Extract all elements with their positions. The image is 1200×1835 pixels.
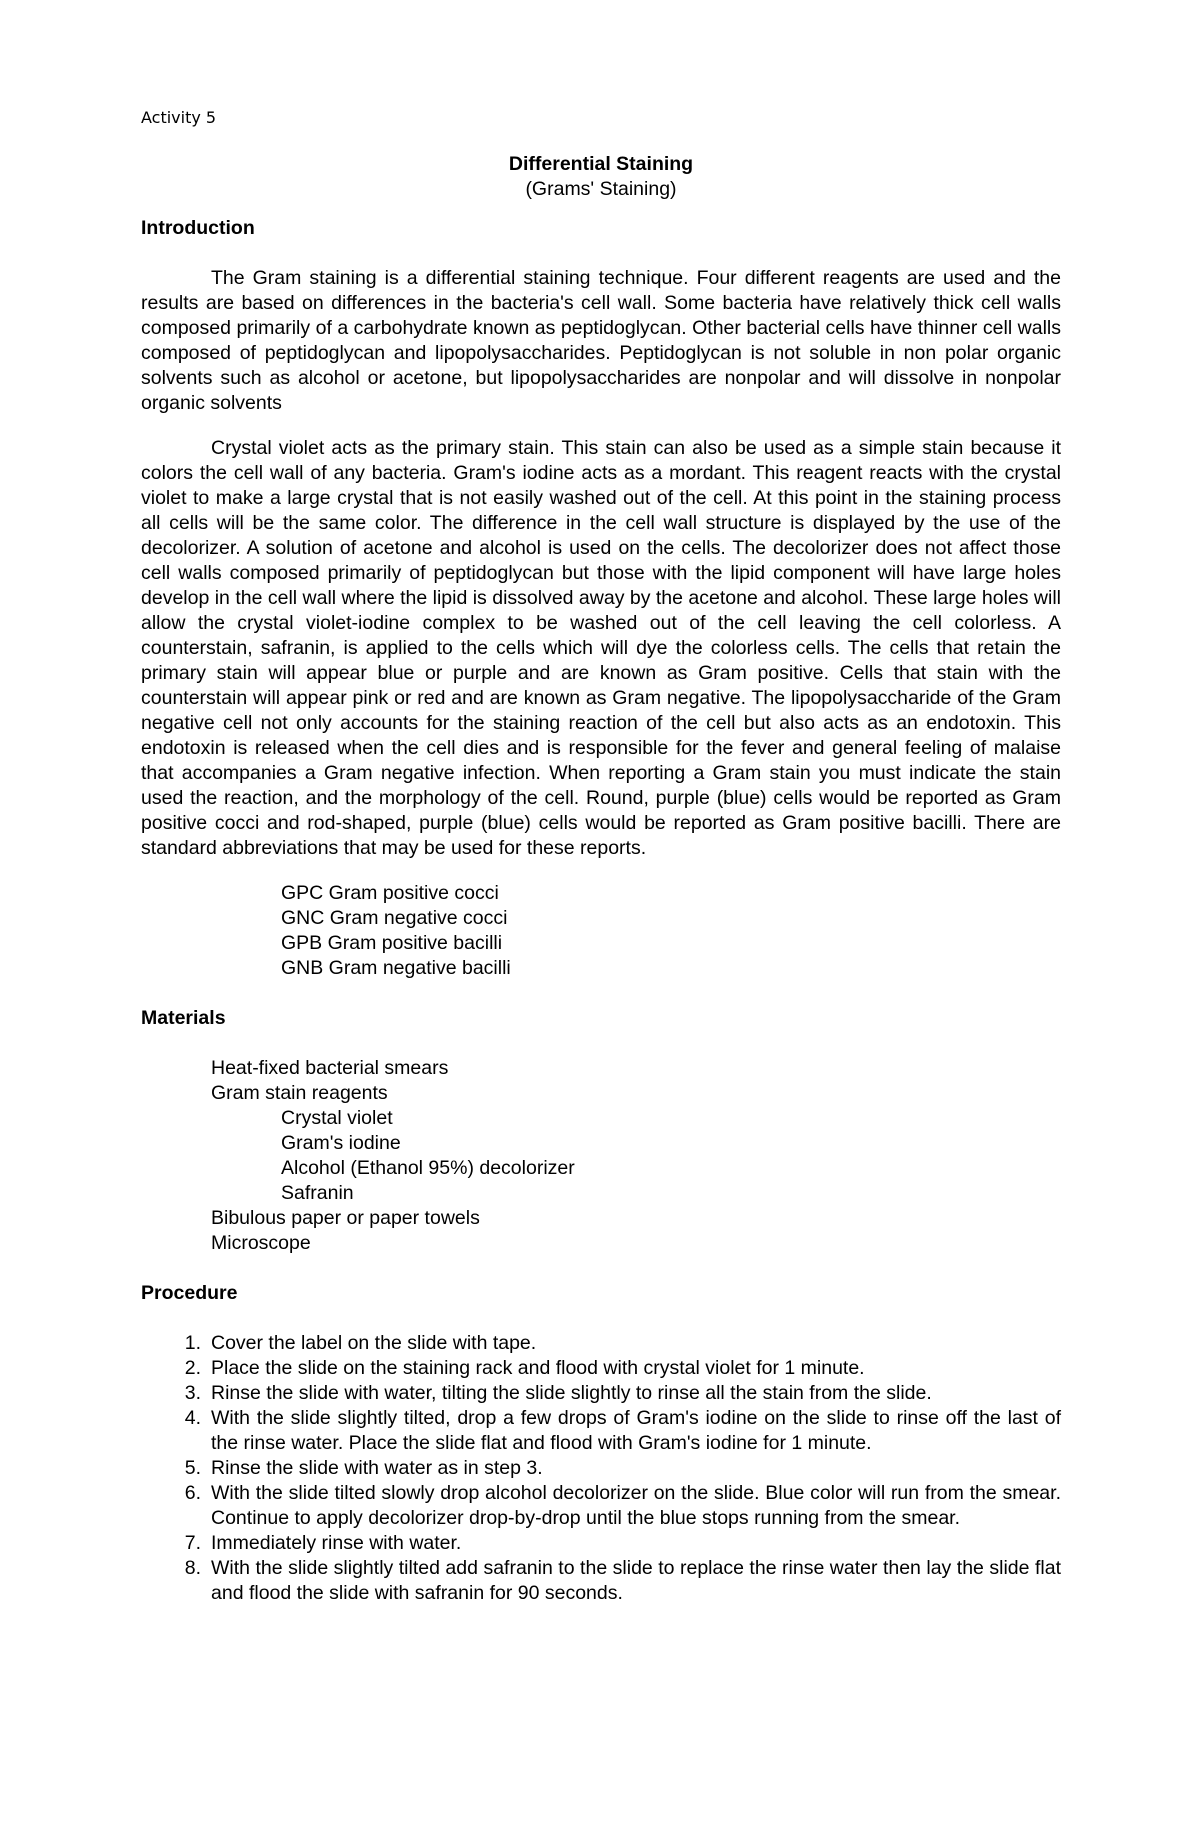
procedure-section [141,1281,1061,1606]
abbreviation-item: GNC Gram negative cocci [281,907,508,929]
procedure-step [184,1356,1061,1381]
material-item: Heat-fixed bacterial smears [211,1057,449,1079]
step-number: 1. [184,1332,201,1354]
reagent-item: Gram's iodine [281,1132,401,1154]
materials-heading: Materials [141,1007,226,1029]
abbreviation-list [281,881,1061,981]
step-text: Cover the label on the slide with tape. [211,1332,537,1354]
step-text: With the slide slightly tilted add safranin to the slide to replace the rinse water then lay the slide flat and flood the slide with safranin for 90 seconds. [211,1557,1061,1604]
step-number: 3. [184,1382,201,1404]
step-number: 6. [184,1482,201,1504]
procedure-step [184,1456,1061,1481]
material-item: Microscope [211,1232,311,1254]
material-item [211,1081,1061,1206]
step-text: With the slide slightly tilted, drop a few drops of Gram's iodine on the slide to rinse off the last of the rinse water. Place the slide flat and flood with Gram's iodine for 1 minute. [211,1407,1061,1454]
activity-label: Activity 5 [141,108,217,127]
procedure-step [184,1556,1061,1606]
procedure-step [184,1406,1061,1456]
step-number: 5. [184,1457,201,1479]
materials-list [211,1056,1061,1256]
procedure-list [184,1331,1061,1606]
procedure-step [184,1381,1061,1406]
introduction-paragraph: The Gram staining is a differential staining technique. Four different reagents are used and the results are based on differences in the bacteria's cell wall. Some bacteria have relatively thick cell walls composed primarily of a carbohydrate known as peptidoglycan. Other bacterial cells have thinner cell walls composed of peptidoglycan and lipopolysaccharides. Peptidoglycan is not soluble in non polar organic solvents such as alcohol or acetone, but lipopolysaccharides are nonpolar and will dissolve in nonpolar organic solvents [141,267,1061,414]
reagent-item: Crystal violet [281,1107,393,1129]
step-text: Rinse the slide with water as in step 3. [211,1457,543,1479]
step-text: Rinse the slide with water, tilting the slide slightly to rinse all the stain from the slide. [211,1382,932,1404]
document-title: Differential Staining [508,153,694,175]
reagent-item: Safranin [281,1182,354,1204]
step-text: With the slide tilted slowly drop alcohol decolorizer on the slide. Blue color will run from the smear. Continue to apply decolorizer drop-by-drop until the blue stops running from the smear. [211,1482,1061,1529]
procedure-step [184,1331,1061,1356]
procedure-step [184,1531,1061,1556]
introduction-paragraph: Crystal violet acts as the primary stain. This stain can also be used as a simple stain because it colors the cell wall of any bacteria. Gram's iodine acts as a mordant. This reagent reacts with the crystal violet to make a large crystal that is not easily washed out of the cell. At this point in the staining process all cells will be the same color. The difference in the cell wall structure is displayed by the use of the decolorizer. A solution of acetone and alcohol is used on the cells. The decolorizer does not affect those cell walls composed primarily of peptidoglycan but those with the lipid component will have large holes develop in the cell wall where the lipid is dissolved away by the acetone and alcohol. These large holes will allow the crystal violet-iodine complex to be washed out of the cell leaving the cell colorless. A counterstain, safranin, is applied to the cells which will dye the colorless cells. The cells that retain the primary stain will appear blue or purple and are known as Gram positive. Cells that stain with the counterstain will appear pink or red and are known as Gram negative. The lipopolysaccharide of the Gram negative cell not only accounts for the staining reaction of the cell but also acts as an endotoxin. This endotoxin is released when the cell dies and is responsible for the fever and general feeling of malaise that accompanies a Gram negative infection. When reporting a Gram stain you must indicate the stain used the reaction, and the morphology of the cell. Round, purple (blue) cells would be reported as Gram positive cocci and rod-shaped, purple (blue) cells would be reported as Gram positive bacilli. There are standard abbreviations that may be used for these reports. [141,437,1061,859]
step-number: 4. [184,1407,201,1429]
procedure-step [184,1481,1061,1531]
reagent-list [281,1106,1061,1206]
abbreviation-item: GNB Gram negative bacilli [281,957,511,979]
materials-section [141,1006,1061,1256]
procedure-heading: Procedure [141,1282,238,1304]
reagent-item: Alcohol (Ethanol 95%) decolorizer [281,1157,575,1179]
step-text: Immediately rinse with water. [211,1532,462,1554]
document-page [141,108,1061,1606]
step-number: 7. [184,1532,201,1554]
material-item-label: Gram stain reagents [211,1082,388,1104]
introduction-section [141,216,1061,981]
step-number: 2. [184,1357,201,1379]
step-text: Place the slide on the staining rack and flood with crystal violet for 1 minute. [211,1357,865,1379]
introduction-heading: Introduction [141,217,255,239]
step-number: 8. [184,1557,201,1579]
material-item: Bibulous paper or paper towels [211,1207,480,1229]
abbreviation-item: GPB Gram positive bacilli [281,932,503,954]
document-subtitle: (Grams' Staining) [525,178,677,200]
abbreviation-item: GPC Gram positive cocci [281,882,499,904]
